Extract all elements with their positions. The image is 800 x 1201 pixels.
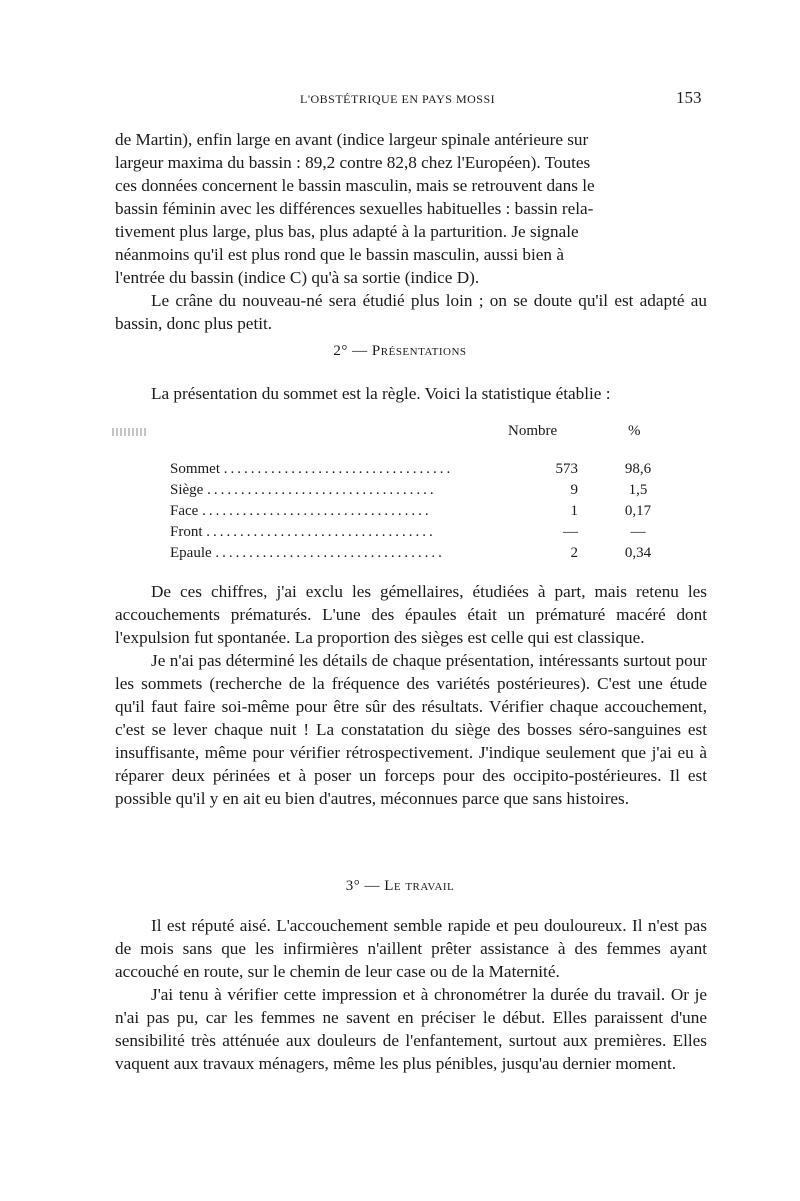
row-label: Face bbox=[170, 503, 199, 519]
running-title: L'OBSTÉTRIQUE EN PAYS MOSSI bbox=[300, 92, 496, 106]
table-row bbox=[170, 543, 698, 564]
section-heading-travail: 3° — Le travail bbox=[345, 878, 455, 894]
row-label: Siège bbox=[170, 482, 204, 498]
leader-dots: .................................. bbox=[215, 545, 445, 561]
paragraph-text: Je n'ai pas déterminé les détails de chaque présentation, intéressants surtout pour les sommets (recherche de la fréquence des variétés postérieures). C'est une étude qu'il faut faire soi-même pour être sûr des résultats. Vérifier chaque accouchement, c'est se lever chaque nuit ! La constatation du siège des bosses séro-sanguines est insuffisante, même pour vérifier rétrospectivement. J'indique seulement que j'ai eu à réparer deux périnées et à poser un forceps pour des occipito-postérieures. Il est possible qu'il y en ait eu bien d'autres, méconnues parce que sans histoires. bbox=[115, 651, 707, 808]
text-line: l'entrée du bassin (indice C) qu'à sa sortie (indice D). bbox=[115, 268, 480, 287]
column-header-nombre: Nombre bbox=[508, 423, 558, 439]
paragraph-crane: Le crâne du nouveau-né sera étudié plus loin ; on se doute qu'il est adapté au bassin, donc plus petit. bbox=[115, 291, 707, 333]
leader-dots: .................................. bbox=[223, 461, 454, 477]
row-label: Sommet bbox=[170, 461, 221, 477]
cell-nombre: 2 bbox=[570, 545, 578, 561]
row-label: Epaule bbox=[170, 545, 212, 561]
cell-percent: — bbox=[630, 524, 646, 540]
row-label: Front bbox=[170, 524, 203, 540]
text-line: bassin féminin avec les différences sexuelles habituelles : bassin rela- bbox=[115, 199, 594, 218]
paragraph-chiffres bbox=[115, 580, 707, 810]
page-number: 153 bbox=[676, 88, 702, 107]
cell-nombre: 1 bbox=[570, 503, 578, 519]
paragraph-text: J'ai tenu à vérifier cette impression et à chronométrer la durée du travail. Or je n'ai pas pu, car les femmes ne savent en préciser le début. Elles paraissent d'une sensibilité très atténuée aux douleurs de l'enfantement, surtout aux premières. Elles vaquent aux travaux ménagers, même les plus pénibles, jusqu'au dernier moment. bbox=[115, 985, 707, 1073]
table-row bbox=[170, 501, 698, 522]
leader-dots: .................................. bbox=[206, 524, 436, 540]
text-line: tivement plus large, plus bas, plus adapté à la parturition. Je signale bbox=[115, 222, 579, 241]
paragraph-text: Il est réputé aisé. L'accouchement semble rapide et peu douloureux. Il n'est pas de mois sans que les infirmières n'aillent prêter assistance à des femmes ayant accouché en route, sur le chemin de leur case ou de la Maternité. bbox=[115, 916, 707, 981]
section-heading-presentations: 2° — Présentations bbox=[333, 343, 467, 359]
cell-nombre: — bbox=[563, 524, 578, 540]
cell-percent: 1,5 bbox=[628, 482, 648, 498]
paragraph-text: De ces chiffres, j'ai exclu les gémellaires, étudiées à part, mais retenu les accouchements prématurés. L'une des épaules était un prématuré macéré dont l'expulsion fut spontanée. La proportion des sièges est celle qui est classique. bbox=[115, 582, 707, 647]
leader-dots: .................................. bbox=[207, 482, 437, 498]
cell-nombre: 9 bbox=[570, 482, 578, 498]
column-header-percent: % bbox=[628, 423, 641, 439]
leader-dots: .................................. bbox=[202, 503, 432, 519]
cell-percent: 98,6 bbox=[624, 461, 652, 477]
text-line: ces données concernent le bassin masculin, mais se retrouvent dans le bbox=[115, 176, 595, 195]
paragraph-travail bbox=[115, 914, 707, 1075]
text-line: largeur maxima du bassin : 89,2 contre 82,8 chez l'Européen). Toutes bbox=[115, 153, 591, 172]
text-line: de Martin), enfin large en avant (indice largeur spinale antérieure sur bbox=[115, 130, 589, 149]
paragraph-bassin bbox=[115, 128, 707, 335]
table-row bbox=[170, 480, 698, 501]
table-row bbox=[170, 459, 698, 480]
cell-percent: 0,34 bbox=[624, 545, 652, 561]
presentation-statistics-table bbox=[170, 459, 698, 564]
intro-text: La présentation du sommet est la règle. Voici la statistique établie : bbox=[151, 384, 611, 403]
paragraph-intro-statistique bbox=[115, 382, 707, 405]
text-line: néanmoins qu'il est plus rond que le bassin masculin, aussi bien à bbox=[115, 245, 564, 264]
cell-nombre: 573 bbox=[555, 461, 578, 477]
cell-percent: 0,17 bbox=[624, 503, 652, 519]
print-smudge bbox=[112, 428, 146, 436]
table-row bbox=[170, 522, 698, 543]
